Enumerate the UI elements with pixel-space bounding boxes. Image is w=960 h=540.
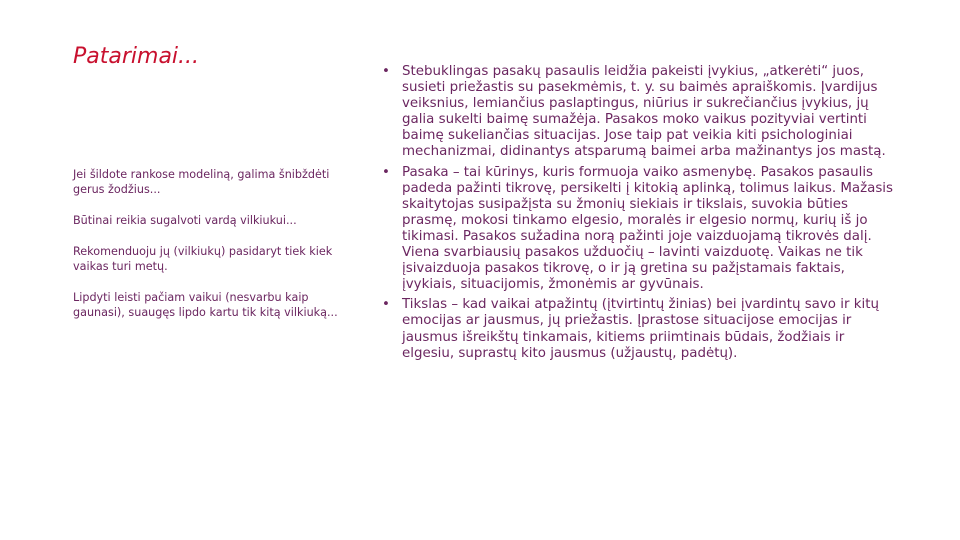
bullet-item [380,64,900,161]
bullet-item [380,165,900,294]
tip-item: Rekomenduoju jų (vilkiukų) pasidaryt tiek kiek vaikas turi metų. [73,245,333,273]
tip-item: Būtinai reikia sugalvoti vardą vilkiukui... [73,214,297,227]
bullet-list [380,64,900,366]
slide-title: Patarimai... [73,44,200,69]
bullet-text: Pasaka – tai kūrinys, kuris formuoja vaiko asmenybę. Pasakos pasaulis padeda pažinti tikrovę, persikelti į kitokią aplinką, tolimus laikus. Mažasis skaitytojas susipažįsta su žmonių siekiais ir tikslais, suvokia būties prasmę, mokosi tinkamo elgesio, moralės ir elgesio normų, kurių iš jo tikimasi. Pasakos sužadina norą pažinti joje vaizduojamą tikrovės dalį. Viena svarbiausių pasakos užduočių – lavinti vaizduotę. Vaikas ne tik įsivaizduoja pasakos tikrovę, o ir ją gretina su pažįstamais faktais, įvykiais, situacijomis, žmonėmis ar gyvūnais. [402,164,894,293]
tip-item: Jei šildote rankose modeliną, galima šnibždėti gerus žodžius... [73,168,330,196]
bullet-icon: • [382,297,390,313]
tips-list [73,167,363,336]
bullet-text: Stebuklingas pasakų pasaulis leidžia pakeisti įvykius, „atkerėti“ juos, susieti priežastis su pasekmėmis, t. y. su baimės apraiškomis. Įvardijus veiksnius, lemiančius paslaptingus, niūrius ir sukrečiančius įvykius, jų galia sukelti baimę sumažėja. Pasakos moko vaikus pozityviai vertinti baimę sukeliančias situacijas. Jose taip pat veikia kiti psichologiniai mechanizmai, didinantys atsparumą baimei arba mažinantys jos mastą. [402,64,886,160]
bullet-item [380,297,900,361]
bullet-icon: • [382,164,390,180]
tip-item: Lipdyti leisti pačiam vaikui (nesvarbu kaip gaunasi), suaugęs lipdo kartu tik kitą vilkiuką... [73,291,338,319]
bullet-text: Tikslas – kad vaikai atpažintų (įtvirtintų žinias) bei įvardintų savo ir kitų emocijas ar jausmus, jų priežastis. Įprastose situacijose emocijas ir jausmus išreikštų tinkamais, kitiems priimtinais būdais, žodžiais ir elgesiu, suprastų kito jausmus (užjaustų, padėtų). [402,297,879,361]
bullet-icon: • [382,64,390,79]
